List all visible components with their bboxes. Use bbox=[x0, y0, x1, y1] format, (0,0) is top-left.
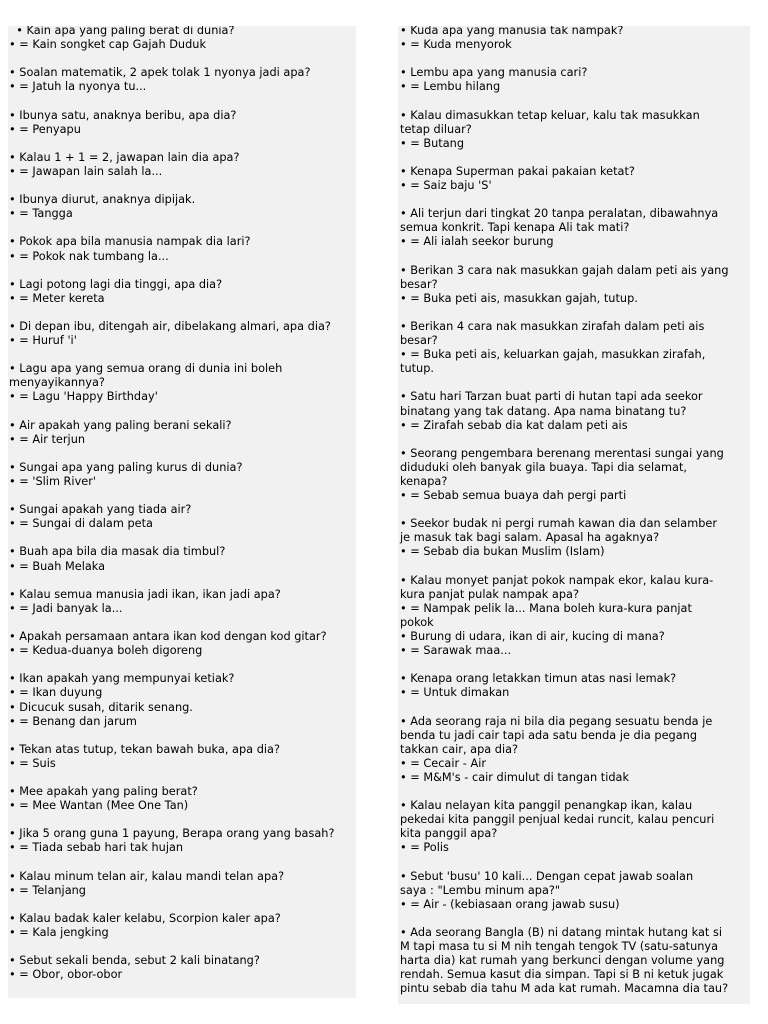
riddle-line: • = Huruf 'i' bbox=[9, 334, 77, 348]
riddle-item bbox=[9, 151, 354, 179]
riddle-line: • = Benang dan jarum bbox=[9, 714, 137, 728]
riddle-line: • Kalau semua manusia jadi ikan, ikan jadi apa? bbox=[9, 587, 281, 601]
riddle-line: • Dicucuk susah, ditarik senang. bbox=[9, 700, 193, 714]
riddle-line: • Sebut 'busu' 10 kali... Dengan cepat jawab soalan bbox=[400, 869, 694, 883]
riddle-line: • Tekan atas tutup, tekan bawah buka, apa dia? bbox=[9, 742, 280, 756]
riddle-line: je masuk tak bagi salam. Apasal ha agaknya? bbox=[400, 531, 660, 545]
riddle-line: • Pokok apa bila manusia nampak dia lari? bbox=[9, 235, 251, 249]
riddle-line: • = Telanjang bbox=[9, 883, 86, 897]
riddle-line: • = Sarawak maa... bbox=[400, 644, 512, 658]
riddle-line: • = Butang bbox=[400, 136, 465, 150]
riddle-item bbox=[400, 264, 748, 306]
riddle-line: besar? bbox=[400, 334, 438, 348]
riddle-item bbox=[400, 926, 748, 996]
riddle-line: • Kalau minum telan air, kalau mandi telan apa? bbox=[9, 869, 285, 883]
riddle-item bbox=[400, 672, 748, 700]
riddle-line: benda tu jadi cair tapi ada satu benda je dia pegang bbox=[400, 728, 697, 742]
riddle-item bbox=[9, 26, 354, 52]
riddle-item bbox=[9, 870, 354, 898]
riddle-line: • Kalau monyet panjat pokok nampak ekor, kalau kura- bbox=[400, 573, 714, 587]
riddle-line: • = Sungai di dalam peta bbox=[9, 517, 153, 531]
riddle-line: • = 'Slim River' bbox=[9, 475, 96, 488]
riddle-line: besar? bbox=[400, 277, 438, 291]
riddle-line: • Ibunya diurut, anaknya dipijak. bbox=[9, 193, 196, 207]
riddle-line: • = Jawapan lain salah la... bbox=[9, 164, 163, 178]
riddle-line: • = Polis bbox=[400, 841, 449, 855]
riddle-item bbox=[9, 66, 354, 94]
riddle-line: • Buah apa bila dia masak dia timbul? bbox=[9, 545, 226, 559]
riddle-line: • = Lembu hilang bbox=[400, 80, 501, 94]
riddle-item bbox=[9, 109, 354, 137]
riddle-line: • Lagu apa yang semua orang di dunia ini boleh bbox=[9, 362, 283, 376]
riddle-line: M tapi masa tu si M nih tengah tengok TV (satu-satunya bbox=[400, 940, 719, 954]
riddle-line: • Kain apa yang paling berat di dunia? bbox=[9, 26, 235, 37]
riddle-line: • Ikan apakah yang mempunyai ketiak? bbox=[9, 672, 235, 686]
riddle-item bbox=[400, 799, 748, 855]
riddle-line: • Mee apakah yang paling berat? bbox=[9, 785, 198, 799]
riddle-line: saya : "Lembu minum apa?" bbox=[400, 883, 561, 897]
riddle-item bbox=[400, 574, 748, 659]
riddle-item bbox=[9, 461, 354, 489]
riddle-item bbox=[9, 630, 354, 658]
riddle-line: • Kalau badak kaler kelabu, Scorpion kaler apa? bbox=[9, 911, 281, 925]
riddle-line: • Apakah persamaan antara ikan kod dengan kod gitar? bbox=[9, 630, 327, 644]
riddle-item bbox=[9, 827, 354, 855]
riddle-item bbox=[9, 785, 354, 813]
riddle-item bbox=[400, 109, 748, 151]
riddle-item bbox=[400, 66, 748, 94]
riddle-line: • = Lagu 'Happy Birthday' bbox=[9, 390, 158, 404]
riddle-item bbox=[9, 503, 354, 531]
riddle-line: • Sungai apa yang paling kurus di dunia? bbox=[9, 460, 243, 474]
riddle-item bbox=[9, 320, 354, 348]
riddle-line: • Berikan 3 cara nak masukkan gajah dalam peti ais yang bbox=[400, 263, 729, 277]
riddle-line: • Satu hari Tarzan buat parti di hutan tapi ada seekor bbox=[400, 390, 703, 404]
riddle-item bbox=[9, 278, 354, 306]
riddle-line: • Di depan ibu, ditengah air, dibelakang almari, apa dia? bbox=[9, 319, 331, 333]
riddle-line: • Jika 5 orang guna 1 payung, Berapa orang yang basah? bbox=[9, 827, 335, 841]
riddle-item bbox=[400, 715, 748, 785]
riddle-line: binatang yang tak datang. Apa nama binatang tu? bbox=[400, 404, 687, 418]
riddle-line: • = Tiada sebab hari tak hujan bbox=[9, 841, 184, 855]
riddle-item bbox=[9, 672, 354, 728]
riddle-line: • Lagi potong lagi dia tinggi, apa dia? bbox=[9, 277, 223, 291]
riddle-line: • Ada seorang Bangla (B) ni datang mintak hutang kat si bbox=[400, 926, 723, 939]
riddle-line: • = Kain songket cap Gajah Duduk bbox=[9, 38, 207, 52]
riddle-item bbox=[400, 207, 748, 249]
riddle-line: • = Jadi banyak la... bbox=[9, 601, 123, 615]
riddle-item bbox=[400, 26, 748, 52]
riddle-line: pekedai kita panggil penjual kedai runcit, kalau pencuri bbox=[400, 813, 715, 827]
riddle-item bbox=[9, 588, 354, 616]
riddle-line: • = Air terjun bbox=[9, 432, 86, 446]
riddle-item bbox=[400, 320, 748, 376]
riddle-line: • = Kuda menyorok bbox=[400, 38, 512, 52]
riddle-line: • = M&M's - cair dimulut di tangan tidak bbox=[400, 770, 630, 784]
riddle-line: • Sebut sekali benda, sebut 2 kali binatang? bbox=[9, 954, 260, 968]
riddle-item bbox=[400, 870, 748, 912]
riddle-line: semua konkrit. Tapi kenapa Ali tak mati? bbox=[400, 221, 630, 235]
riddle-line: • Berikan 4 cara nak masukkan zirafah dalam peti ais bbox=[400, 319, 705, 333]
riddle-line: • Kalau dimasukkan tetap keluar, kalu tak masukkan bbox=[400, 108, 700, 122]
riddle-item bbox=[9, 235, 354, 263]
riddle-line: • Kalau nelayan kita panggil penangkap ikan, kalau bbox=[400, 799, 693, 813]
riddle-line: menyayikannya? bbox=[9, 376, 105, 390]
riddle-line: • = Jatuh la nyonya tu... bbox=[9, 80, 147, 94]
riddle-line: • = Pokok nak tumbang la... bbox=[9, 249, 169, 263]
riddle-line: • = Kala jengking bbox=[9, 926, 109, 939]
riddle-item bbox=[400, 517, 748, 559]
riddle-line: • Kenapa Superman pakai pakaian ketat? bbox=[400, 164, 635, 178]
riddle-line: • = Buka peti ais, keluarkan gajah, masukkan zirafah, bbox=[400, 348, 706, 362]
riddle-item bbox=[9, 912, 354, 940]
right-column bbox=[398, 26, 750, 1004]
riddle-line: tutup. bbox=[400, 362, 435, 376]
riddle-line: • = Untuk dimakan bbox=[400, 686, 510, 700]
riddle-item bbox=[400, 447, 748, 503]
riddle-line: • Kenapa orang letakkan timun atas nasi lemak? bbox=[400, 672, 677, 686]
riddle-item bbox=[400, 165, 748, 193]
riddle-line: • = Sebab dia bukan Muslim (Islam) bbox=[400, 545, 605, 559]
riddle-line: • = Obor, obor-obor bbox=[9, 968, 123, 982]
riddle-line: • = Zirafah sebab dia kat dalam peti ais bbox=[400, 418, 628, 432]
riddle-line: kita panggil apa? bbox=[400, 827, 498, 841]
riddle-line: • Seorang pengembara berenang merentasi sungai yang bbox=[400, 446, 724, 460]
riddle-line: • Ada seorang raja ni bila dia pegang sesuatu benda je bbox=[400, 714, 713, 728]
riddle-line: • = Buka peti ais, masukkan gajah, tutup. bbox=[400, 291, 638, 305]
riddle-line: • = Ali ialah seekor burung bbox=[400, 235, 554, 249]
riddle-line: pintu sebab dia tahu M ada kat rumah. Macamna dia tau? bbox=[400, 982, 729, 996]
riddle-line: • = Penyapu bbox=[9, 122, 81, 136]
riddle-line: pokok bbox=[400, 615, 434, 629]
riddle-line: • = Cecair - Air bbox=[400, 756, 486, 770]
riddle-line: • Air apakah yang paling berani sekali? bbox=[9, 418, 232, 432]
riddle-line: • = Saiz baju 'S' bbox=[400, 179, 492, 193]
riddle-line: • = Kedua-duanya boleh digoreng bbox=[9, 644, 203, 658]
riddle-item bbox=[9, 193, 354, 221]
riddle-line: • Ibunya satu, anaknya beribu, apa dia? bbox=[9, 108, 237, 122]
riddle-line: • Kuda apa yang manusia tak nampak? bbox=[400, 26, 624, 37]
riddle-item bbox=[9, 362, 354, 404]
riddle-line: tetap diluar? bbox=[400, 122, 472, 136]
riddle-line: • Kalau 1 + 1 = 2, jawapan lain dia apa? bbox=[9, 150, 240, 164]
left-column bbox=[8, 26, 356, 998]
riddle-line: kenapa? bbox=[400, 475, 448, 488]
riddle-item bbox=[9, 545, 354, 573]
riddle-line: • Sungai apakah yang tiada air? bbox=[9, 503, 192, 517]
riddle-line: diduduki oleh banyak gila buaya. Tapi dia selamat, bbox=[400, 460, 688, 474]
riddle-line: • = Sebab semua buaya dah pergi parti bbox=[400, 489, 627, 503]
riddle-line: • Seekor budak ni pergi rumah kawan dia dan selamber bbox=[400, 517, 718, 531]
riddle-line: • = Air - (kebiasaan orang jawab susu) bbox=[400, 897, 620, 911]
riddle-line: harta dia) kat rumah yang berkunci dengan volume yang bbox=[400, 954, 725, 968]
riddle-item bbox=[400, 390, 748, 432]
riddle-line: rendah. Semua kasut dia simpan. Tapi si B ni ketuk jugak bbox=[400, 968, 724, 982]
riddle-line: • Soalan matematik, 2 apek tolak 1 nyonya jadi apa? bbox=[9, 66, 311, 80]
riddle-line: • = Suis bbox=[9, 756, 56, 770]
riddle-item bbox=[9, 954, 354, 982]
riddle-item bbox=[9, 743, 354, 771]
riddle-line: kura panjat pulak nampak apa? bbox=[400, 587, 579, 601]
riddle-line: takkan cair, apa dia? bbox=[400, 742, 519, 756]
riddle-line: • Ali terjun dari tingkat 20 tanpa peralatan, dibawahnya bbox=[400, 207, 719, 221]
riddle-line: • = Buah Melaka bbox=[9, 559, 106, 573]
riddle-line: • = Mee Wantan (Mee One Tan) bbox=[9, 799, 189, 813]
riddle-line: • = Nampak pelik la... Mana boleh kura-kura panjat bbox=[400, 601, 692, 615]
riddle-item bbox=[9, 419, 354, 447]
riddle-line: • Burung di udara, ikan di air, kucing di mana? bbox=[400, 630, 665, 644]
riddle-line: • Lembu apa yang manusia cari? bbox=[400, 66, 588, 80]
riddle-line: • = Ikan duyung bbox=[9, 686, 103, 700]
riddle-line: • = Meter kereta bbox=[9, 291, 105, 305]
riddle-line: • = Tangga bbox=[9, 207, 73, 221]
